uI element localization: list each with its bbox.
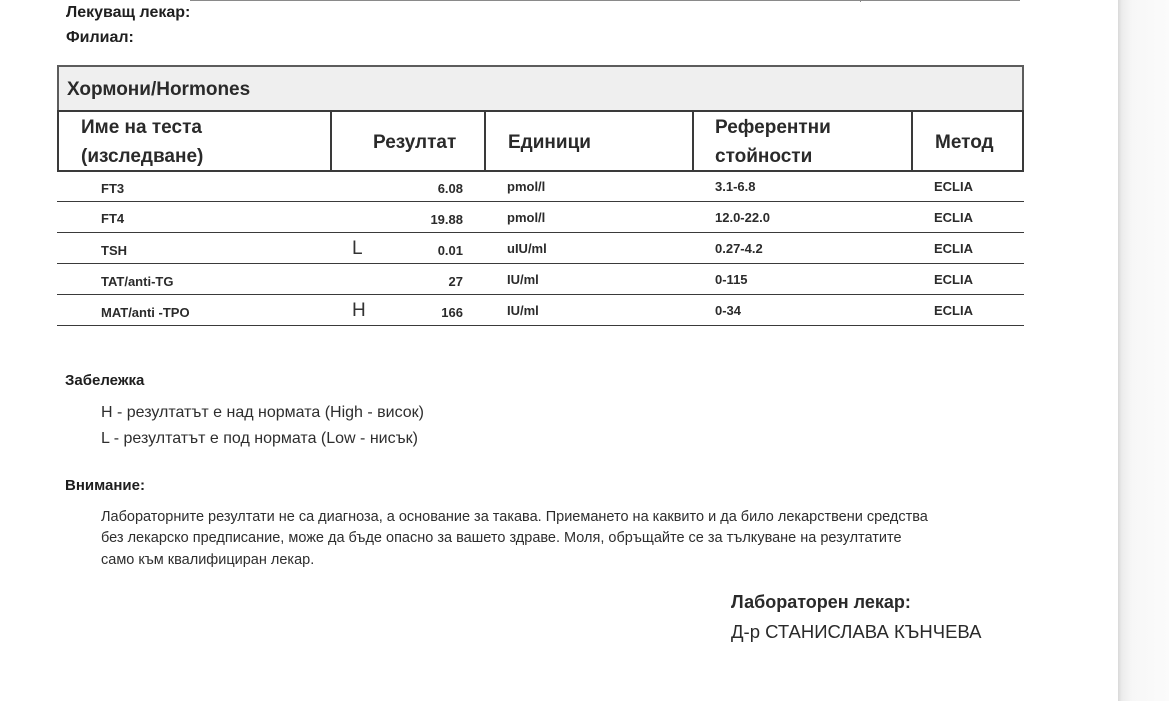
test-name: TAT/anti-TG [101, 274, 174, 289]
header-divider [484, 110, 486, 172]
section-title: Хормони/Hormones [67, 79, 251, 100]
col-header-reference-1: Референтни [715, 117, 831, 138]
test-name: TSH [101, 243, 127, 258]
test-flag: H [352, 300, 366, 321]
test-method: ECLIA [934, 303, 973, 318]
note-high: H - резултатът е над нормата (High - висок) [101, 404, 424, 421]
test-reference: 12.0-22.0 [715, 210, 770, 225]
warning-text-line: Лабораторните резултати не са диагноза, а основание за такава. Приемането на каквито и да било лекарствени средства [101, 509, 928, 525]
test-result: 19.88 [430, 212, 463, 227]
test-units: uIU/ml [507, 241, 547, 256]
row-divider [57, 263, 1024, 264]
test-method: ECLIA [934, 210, 973, 225]
test-units: IU/ml [507, 272, 539, 287]
warning-text-line: без лекарско предписание, може да бъде опасно за вашето здраве. Моля, обръщайте се за тълкуване на резултатите [101, 530, 902, 546]
test-units: pmol/l [507, 210, 546, 225]
note-low: L - резултатът е под нормата (Low - нисък) [101, 430, 418, 447]
col-header-reference-2: стойности [715, 146, 813, 167]
treating-doctor-label: Лекуващ лекар: [66, 4, 191, 21]
test-method: ECLIA [934, 179, 973, 194]
header-divider [692, 110, 694, 172]
test-result: 0.01 [437, 243, 463, 258]
test-result: 166 [441, 305, 463, 320]
test-units: pmol/l [507, 179, 546, 194]
header-divider [1022, 110, 1024, 172]
top-rule-tick [860, 0, 861, 2]
test-reference: 0-34 [715, 303, 742, 318]
col-header-method: Метод [935, 132, 994, 153]
test-method: ECLIA [934, 241, 973, 256]
warning-text-line: само към квалифициран лекар. [101, 552, 315, 568]
header-divider [330, 110, 332, 172]
test-flag: L [352, 238, 363, 259]
test-reference: 3.1-6.8 [715, 179, 756, 194]
col-header-result: Резултат [373, 132, 457, 153]
test-name: FT4 [101, 211, 125, 226]
col-header-units: Единици [508, 132, 591, 153]
warning-title: Внимание: [65, 477, 145, 494]
top-rule [190, 0, 1020, 1]
page-edge-shadow [1118, 0, 1169, 701]
test-reference: 0-115 [715, 272, 748, 287]
row-divider [57, 294, 1024, 295]
header-divider [57, 110, 59, 172]
signature-name: Д-р СТАНИСЛАВА КЪНЧЕВА [731, 621, 982, 642]
test-name: FT3 [101, 181, 125, 196]
section-title-box [57, 65, 1024, 112]
note-title: Забележка [65, 372, 145, 389]
col-header-test-name-1: Име на теста [81, 117, 202, 138]
row-divider [57, 232, 1024, 233]
signature-label: Лабораторен лекар: [731, 592, 911, 612]
test-name: MAT/anti -TPO [101, 305, 190, 320]
test-reference: 0.27-4.2 [715, 241, 763, 256]
branch-label: Филиал: [66, 29, 134, 46]
row-divider [57, 201, 1024, 202]
row-divider [57, 325, 1024, 326]
test-method: ECLIA [934, 272, 973, 287]
test-units: IU/ml [507, 303, 539, 318]
header-divider [911, 110, 913, 172]
col-header-test-name-2: (изследване) [81, 146, 204, 167]
table-header [57, 110, 1024, 172]
test-result: 6.08 [437, 181, 463, 196]
test-result: 27 [448, 274, 463, 289]
